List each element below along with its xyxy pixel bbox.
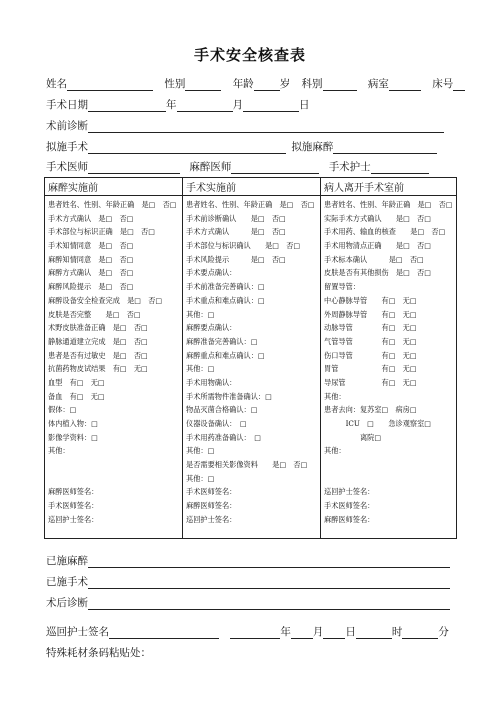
sign-hour-field[interactable] [356, 627, 392, 639]
checklist-item: 患者姓名、性别、年龄正确 是□ 否□ [324, 200, 453, 209]
checklist-item: 备血 有□ 无□ [48, 391, 105, 401]
column-heading-before-surgery: 手术实施前 [183, 178, 321, 196]
checklist-item: 中心静脉导管 有□ 无□ [324, 295, 417, 305]
checklist-item: 麻醉知情同意 是□ 否□ [48, 254, 134, 264]
checklist-item: 巡回护士签名： [48, 514, 99, 524]
nurse-label: 手术护士 [328, 161, 371, 173]
checklist-body-row [45, 196, 457, 539]
checklist-item: 麻醉医师签名： [186, 501, 237, 511]
checklist-item: 手术方式确认 是□ 否□ [186, 227, 286, 237]
day-field[interactable] [243, 100, 299, 112]
checklist-item: 仪器设备确认： □ [186, 419, 247, 428]
checklist-item: 抗菌药物皮试结果 有□ 无□ [48, 364, 148, 374]
checklist-item: 手术前准备完善确认：□ [186, 282, 265, 292]
done-anes-label: 已施麻醉 [46, 555, 88, 567]
checklist-item: 麻醉要点确认： [186, 323, 237, 333]
done-anes-row [46, 553, 456, 568]
checklist-item: 患者是否有过敏史 是□ 否□ [48, 350, 148, 360]
checklist-item: 麻醉风险提示 是□ 否□ [48, 282, 134, 292]
date-row [46, 97, 456, 112]
checklist-item: 巡回护士签名： [186, 514, 237, 524]
done-op-label: 已施手术 [46, 576, 88, 588]
checklist-item: 手术医师签名： [48, 501, 99, 511]
checklist-item: 麻醉准备完善确认：□ [186, 336, 258, 346]
nurse-sign-field[interactable] [109, 627, 219, 639]
planned-row [46, 139, 456, 154]
bed-label: 床号 [432, 78, 454, 90]
checklist-item: 外周静脉导管 有□ 无□ [324, 309, 417, 319]
ward-label: 病室 [367, 78, 389, 90]
sign-hour-label: 时 [391, 626, 403, 638]
checklist-item: 物品灭菌合格确认：□ [186, 405, 258, 415]
preop-diag-field[interactable] [88, 121, 444, 133]
checklist-item: ICU □ 急诊观察室□ [324, 419, 432, 428]
checklist-item: 手术用物清点正确 是□ 否□ [324, 241, 432, 251]
checklist-item: 气管导管 有□ 无□ [324, 336, 417, 346]
done-op-row [46, 574, 456, 589]
checklist-item: 手术方式确认 是□ 否□ [48, 213, 134, 223]
done-op-field[interactable] [88, 577, 450, 589]
checklist-item: 手术用物确认： [186, 377, 237, 387]
checklist-item: 手术所需物件准备确认：□ [186, 391, 272, 401]
surgeon-field[interactable] [88, 162, 180, 174]
checklist-item: 假体：□ [48, 405, 77, 415]
checklist-item: 留置导管： [324, 282, 360, 292]
sign-day-field[interactable] [323, 627, 345, 639]
year-label: 年 [166, 99, 177, 111]
checklist-item: 术野皮肤准备正确 是□ 否□ [48, 323, 148, 333]
ward-field[interactable] [389, 79, 421, 91]
checklist-item: 其他： [324, 391, 346, 401]
name-field[interactable] [67, 79, 153, 91]
checklist-item: 血型 有□ 无□ [48, 377, 105, 387]
checklist-item [324, 472, 453, 486]
age-field[interactable] [254, 79, 280, 91]
checklist-item: 手术用药、输血的核查 是□ 否□ [324, 227, 446, 237]
dept-label: 科别 [301, 78, 323, 90]
month-field[interactable] [177, 100, 233, 112]
checklist-item: 是否需要相关影像资料 是□ 否□ [186, 460, 308, 470]
checklist-item: 伤口导管 有□ 无□ [324, 350, 417, 360]
barcode-label: 特殊耗材条码粘贴处： [46, 647, 151, 659]
checklist-header-row [45, 178, 457, 196]
checklist-item: 影像学资料：□ [48, 432, 98, 442]
checklist-item: 麻醉医师签名： [324, 514, 375, 524]
checklist-item: 手术医师签名： [324, 501, 375, 511]
checklist-item: 其他：□ [186, 446, 215, 456]
checklist-item: 患者去向：复苏室□ 病房□ [324, 405, 417, 415]
month-label: 月 [232, 99, 243, 111]
sign-month-label: 月 [312, 626, 324, 638]
checklist-item: 静脉通道建立完成 是□ 否□ [48, 336, 148, 346]
checklist-item: 麻醉医师签名： [48, 487, 99, 497]
checklist-item: 麻醉重点和难点确认：□ [186, 350, 265, 360]
checklist-item: 动脉导管 有□ 无□ [324, 323, 417, 333]
column-heading-before-leaving: 病人离开手术室前 [321, 178, 457, 196]
checklist-item: 手术风险提示 是□ 否□ [186, 254, 286, 264]
checklist-item: 手术要点确认： [186, 268, 237, 278]
surgeon-label: 手术医师 [46, 161, 88, 173]
checklist-item: 手术标本确认 是□ 否□ [324, 254, 424, 264]
barcode-row [46, 645, 456, 660]
checklist-item: 离院□ [324, 432, 382, 442]
checklist-item [48, 458, 179, 472]
checklist-item: 其他：□ [186, 309, 215, 319]
preop-diag-label: 术前诊断 [46, 120, 88, 132]
postop-diag-label: 术后诊断 [46, 597, 88, 609]
checklist-item: 导尿管 有□ 无□ [324, 377, 417, 387]
planned-anes-field[interactable] [333, 142, 437, 154]
checklist-item: 皮肤是否有其他损伤 是□ 否□ [324, 268, 432, 278]
checklist-item: 手术部位与标识确认 是□ 否□ [186, 241, 301, 251]
checklist-item: 其他： [48, 446, 70, 456]
column-before-surgery [183, 196, 321, 539]
gender-label: 性别 [164, 78, 186, 90]
checklist-item: 胃管 有□ 无□ [324, 364, 417, 374]
gender-field[interactable] [185, 79, 221, 91]
form-title: 手术安全核查表 [193, 46, 306, 64]
checklist-item: 麻醉方式确认 是□ 否□ [48, 268, 134, 278]
age-label: 年龄 [232, 78, 254, 90]
patient-info-row [46, 76, 456, 91]
nurse-field[interactable] [371, 162, 429, 174]
sign-minute-field[interactable] [402, 627, 438, 639]
done-anes-field[interactable] [88, 556, 450, 568]
checklist-item: 手术用药准备确认： □ [186, 432, 262, 442]
planned-op-label: 拟施手术 [46, 141, 88, 153]
checklist-item: 其他： [324, 446, 346, 456]
checklist-item: 手术部位与标识正确 是□ 否□ [48, 227, 156, 237]
checklist-item: 患者姓名、性别、年龄正确 是□ 否□ [48, 200, 177, 209]
dept-field[interactable] [323, 79, 357, 91]
age-unit: 岁 [279, 78, 291, 90]
checklist-item [48, 472, 179, 486]
anesthetist-label: 麻醉医师 [189, 161, 232, 173]
staff-row [46, 159, 456, 174]
checklist-item: 患者姓名、性别、年龄正确 是□ 否□ [186, 200, 315, 209]
column-before-leaving [321, 196, 457, 539]
nurse-sign-label: 巡回护士签名 [46, 626, 109, 638]
checklist-item: 手术重点和难点确认：□ [186, 295, 265, 305]
checklist-item: 手术医师签名： [186, 487, 237, 497]
checklist-item: 手术知情同意 是□ 否□ [48, 241, 134, 251]
postop-diag-row [46, 595, 456, 610]
date-label: 手术日期 [46, 99, 88, 111]
nurse-sign-row [46, 624, 456, 639]
checklist-item: 手术前诊断确认 是□ 否□ [186, 213, 286, 223]
sign-year-field[interactable] [230, 627, 280, 639]
column-before-anesthesia [45, 196, 183, 539]
checklist-item: 其他：□ [186, 364, 215, 374]
checklist-item: 巡回护士签名： [324, 487, 375, 497]
planned-op-field[interactable] [88, 142, 286, 154]
checklist-item: 其他：□ [186, 473, 215, 483]
sign-day-label: 日 [345, 626, 356, 638]
sign-minute-label: 分 [438, 626, 449, 638]
year-field[interactable] [88, 100, 166, 112]
name-label: 姓名 [46, 78, 67, 90]
planned-anes-label: 拟施麻醉 [291, 141, 334, 153]
checklist-table [44, 177, 457, 539]
checklist-item [324, 458, 453, 472]
column-heading-before-anesthesia: 麻醉实施前 [45, 178, 183, 196]
preop-diag-row [46, 118, 456, 133]
day-label: 日 [299, 99, 310, 111]
checklist-item: 皮肤是否完整 是□ 否□ [48, 309, 141, 319]
bed-field[interactable] [453, 79, 465, 91]
postop-diag-field[interactable] [88, 598, 450, 610]
checklist-item: 麻醉设备安全检查完成 是□ 否□ [48, 295, 163, 305]
anesthetist-field[interactable] [231, 162, 319, 174]
checklist-item: 体内植入物：□ [48, 419, 98, 428]
sign-month-field[interactable] [291, 627, 313, 639]
sign-year-label: 年 [280, 626, 291, 638]
checklist-item: 实际手术方式确认 是□ 否□ [324, 213, 432, 223]
